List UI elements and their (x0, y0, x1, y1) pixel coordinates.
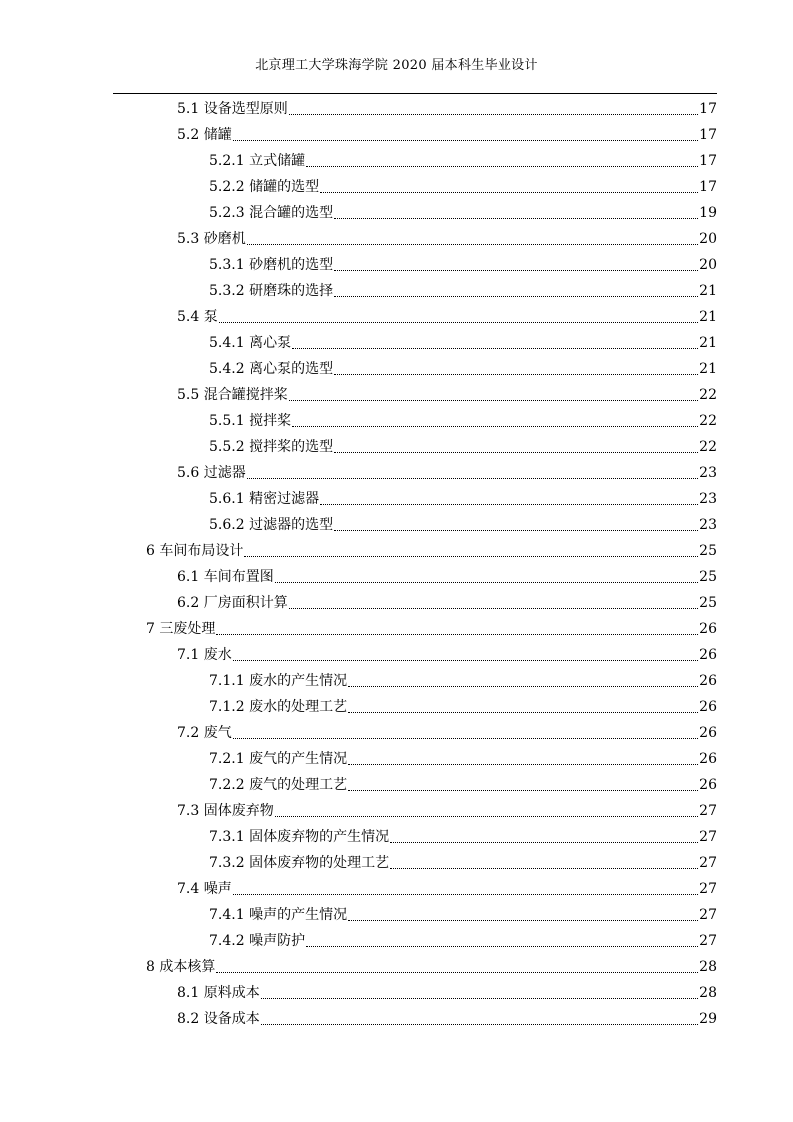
toc-page-number: 23 (699, 465, 717, 481)
toc-entry-title: 5.1 设备选型原则 (177, 101, 288, 117)
toc-entry[interactable] (177, 978, 717, 1004)
toc-dot-leader (216, 634, 698, 635)
toc-dot-leader (320, 192, 698, 193)
toc-entry[interactable] (177, 94, 717, 120)
toc-entry-title: 8.1 原料成本 (177, 985, 260, 1001)
toc-entry[interactable] (177, 302, 717, 328)
toc-dot-leader (233, 738, 698, 739)
toc-dot-leader (390, 868, 698, 869)
toc-page-number: 20 (699, 257, 717, 273)
toc-entry[interactable] (209, 198, 717, 224)
toc-dot-leader (289, 114, 698, 115)
toc-dot-leader (348, 712, 698, 713)
toc-page-number: 29 (699, 1011, 717, 1027)
toc-entry-title: 7.1 废水 (177, 647, 232, 663)
toc-page-number: 25 (699, 595, 717, 611)
toc-page-number: 21 (699, 283, 717, 299)
toc-entry-title: 5.4.2 离心泵的选型 (209, 361, 334, 377)
toc-entry[interactable] (177, 874, 717, 900)
toc-dot-leader (348, 790, 698, 791)
toc-entry-title: 8.2 设备成本 (177, 1011, 260, 1027)
toc-dot-leader (219, 322, 698, 323)
toc-page-number: 21 (699, 361, 717, 377)
toc-entry-title: 7.4.1 噪声的产生情况 (209, 907, 348, 923)
toc-entry-title: 6 车间布局设计 (146, 543, 244, 559)
toc-entry[interactable] (146, 614, 717, 640)
toc-entry[interactable] (209, 822, 717, 848)
toc-page-number: 26 (699, 621, 717, 637)
toc-dot-leader (261, 1024, 698, 1025)
toc-entry-title: 5.5.1 搅拌桨 (209, 413, 292, 429)
toc-entry-title: 5.2.3 混合罐的选型 (209, 205, 334, 221)
toc-dot-leader (216, 972, 698, 973)
toc-entry[interactable] (177, 458, 717, 484)
toc-entry-title: 5.3.2 研磨珠的选择 (209, 283, 334, 299)
toc-entry-title: 5.6 过滤器 (177, 465, 246, 481)
toc-page-number: 27 (699, 803, 717, 819)
toc-page-number: 23 (699, 491, 717, 507)
toc-entry[interactable] (209, 770, 717, 796)
toc-entry[interactable] (177, 588, 717, 614)
toc-dot-leader (334, 530, 698, 531)
toc-page-number: 27 (699, 907, 717, 923)
toc-dot-leader (334, 374, 698, 375)
toc-dot-leader (233, 894, 698, 895)
toc-entry-title: 5.5.2 搅拌桨的选型 (209, 439, 334, 455)
toc-entry[interactable] (177, 380, 717, 406)
toc-dot-leader (233, 140, 698, 141)
toc-dot-leader (275, 582, 698, 583)
toc-page-number: 27 (699, 881, 717, 897)
toc-page-number: 17 (699, 101, 717, 117)
toc-entry[interactable] (177, 796, 717, 822)
toc-entry-title: 7.2.2 废气的处理工艺 (209, 777, 348, 793)
toc-entry-title: 5.3.1 砂磨机的选型 (209, 257, 334, 273)
toc-page-number: 27 (699, 933, 717, 949)
toc-page-number: 22 (699, 439, 717, 455)
toc-page-number: 17 (699, 179, 717, 195)
toc-entry-title: 5.3 砂磨机 (177, 231, 246, 247)
toc-entry[interactable] (209, 510, 717, 536)
toc-entry[interactable] (209, 354, 717, 380)
toc-entry[interactable] (146, 952, 717, 978)
toc-page-number: 28 (699, 959, 717, 975)
toc-dot-leader (292, 426, 698, 427)
toc-entry-title: 5.6.1 精密过滤器 (209, 491, 320, 507)
toc-page-number: 25 (699, 543, 717, 559)
toc-dot-leader (306, 166, 698, 167)
toc-entry-title: 5.5 混合罐搅拌桨 (177, 387, 288, 403)
toc-entry-title: 7.3.1 固体废弃物的产生情况 (209, 829, 390, 845)
toc-entry[interactable] (209, 328, 717, 354)
toc-entry-title: 6.1 车间布置图 (177, 569, 274, 585)
toc-entry-title: 8 成本核算 (146, 959, 216, 975)
toc-entry-title: 6.2 厂房面积计算 (177, 595, 288, 611)
toc-entry-title: 5.2.1 立式储罐 (209, 153, 306, 169)
toc-entry-title: 5.4.1 离心泵 (209, 335, 292, 351)
toc-entry[interactable] (177, 718, 717, 744)
toc-page-number: 22 (699, 387, 717, 403)
toc-entry[interactable] (209, 848, 717, 874)
toc-page-number: 20 (699, 231, 717, 247)
toc-dot-leader (244, 556, 698, 557)
toc-page-number: 26 (699, 673, 717, 689)
toc-entry-title: 7.2.1 废气的产生情况 (209, 751, 348, 767)
toc-dot-leader (334, 270, 698, 271)
toc-entry-title: 7.4.2 噪声防护 (209, 933, 306, 949)
toc-entry[interactable] (209, 250, 717, 276)
toc-entry-title: 5.2 储罐 (177, 127, 232, 143)
toc-entry-title: 7.4 噪声 (177, 881, 232, 897)
toc-dot-leader (334, 218, 698, 219)
toc-dot-leader (247, 478, 698, 479)
toc-dot-leader (233, 660, 698, 661)
toc-page-number: 26 (699, 647, 717, 663)
toc-dot-leader (275, 816, 698, 817)
toc-dot-leader (306, 946, 698, 947)
toc-page-number: 25 (699, 569, 717, 585)
toc-entry[interactable] (209, 406, 717, 432)
toc-page-number: 26 (699, 777, 717, 793)
toc-entry-title: 7.1.1 废水的产生情况 (209, 673, 348, 689)
toc-dot-leader (348, 764, 698, 765)
toc-entry[interactable] (209, 900, 717, 926)
toc-entry[interactable] (177, 224, 717, 250)
toc-entry[interactable] (209, 926, 717, 952)
toc-page-number: 28 (699, 985, 717, 1001)
toc-dot-leader (348, 686, 698, 687)
toc-page-number: 27 (699, 829, 717, 845)
toc-entry-title: 5.4 泵 (177, 309, 218, 325)
toc-page-number: 21 (699, 309, 717, 325)
toc-entry[interactable] (209, 744, 717, 770)
toc-entry-title: 7.3 固体废弃物 (177, 803, 274, 819)
toc-page-number: 23 (699, 517, 717, 533)
toc-page-number: 26 (699, 699, 717, 715)
toc-entry[interactable] (209, 432, 717, 458)
toc-entry[interactable] (209, 692, 717, 718)
toc-entry[interactable] (177, 562, 717, 588)
toc-page-number: 19 (699, 205, 717, 221)
toc-page-number: 26 (699, 751, 717, 767)
toc-entry[interactable] (209, 666, 717, 692)
toc-dot-leader (320, 504, 698, 505)
toc-entry-title: 7.3.2 固体废弃物的处理工艺 (209, 855, 390, 871)
toc-page-number: 17 (699, 127, 717, 143)
toc-dot-leader (261, 998, 698, 999)
toc-entry-title: 7.2 废气 (177, 725, 232, 741)
running-header: 北京理工大学珠海学院 2020 届本科生毕业设计 (255, 58, 538, 73)
toc-page-number: 26 (699, 725, 717, 741)
toc-entry[interactable] (209, 146, 717, 172)
toc-page-number: 21 (699, 335, 717, 351)
toc-entry[interactable] (177, 1004, 717, 1030)
toc-entry-title: 5.6.2 过滤器的选型 (209, 517, 334, 533)
toc-entry[interactable] (209, 484, 717, 510)
toc-entry[interactable] (146, 536, 717, 562)
toc-page-number: 27 (699, 855, 717, 871)
toc-entry-title: 7 三废处理 (146, 621, 216, 637)
toc-dot-leader (289, 400, 698, 401)
toc-dot-leader (289, 608, 698, 609)
toc-dot-leader (348, 920, 698, 921)
toc-dot-leader (334, 452, 698, 453)
toc-entry-title: 5.2.2 储罐的选型 (209, 179, 320, 195)
toc-dot-leader (247, 244, 698, 245)
toc-entry[interactable] (177, 640, 717, 666)
toc-entry[interactable] (177, 120, 717, 146)
toc-entry[interactable] (209, 172, 717, 198)
toc-entry-title: 7.1.2 废水的处理工艺 (209, 699, 348, 715)
toc-dot-leader (292, 348, 698, 349)
toc-dot-leader (334, 296, 698, 297)
toc-page-number: 17 (699, 153, 717, 169)
toc-dot-leader (390, 842, 698, 843)
toc-entry[interactable] (209, 276, 717, 302)
toc-page-number: 22 (699, 413, 717, 429)
